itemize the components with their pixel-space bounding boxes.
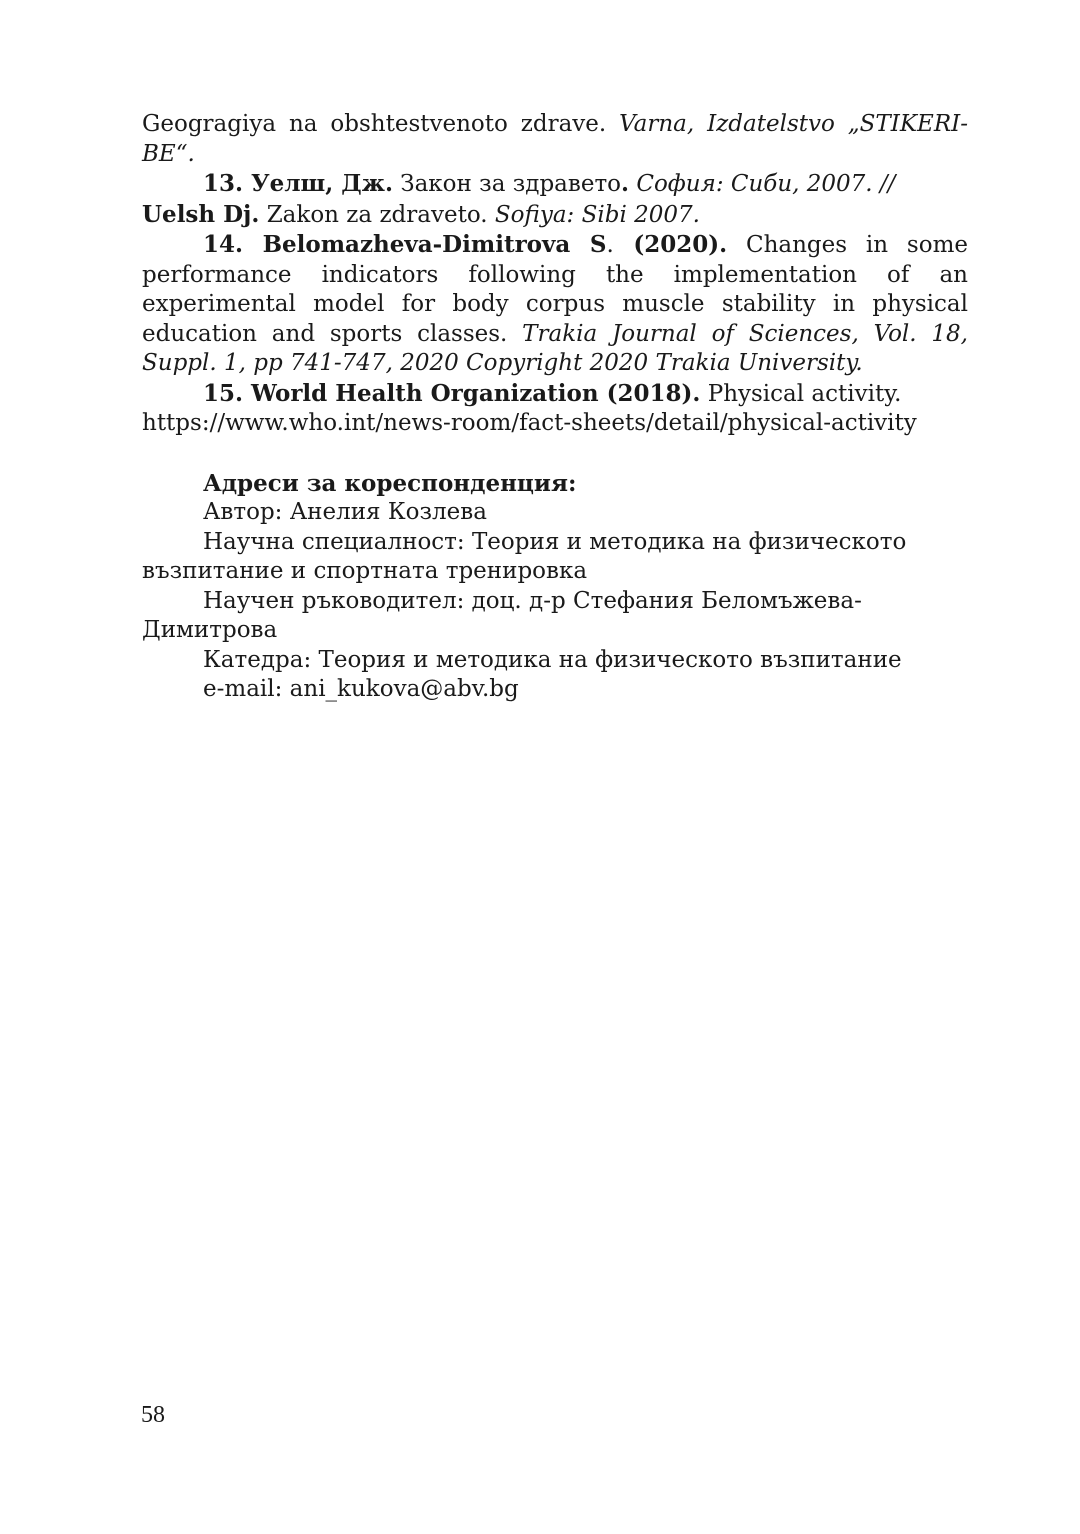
reference-year: (2020).: [613, 231, 728, 258]
reference-punctuation: .: [621, 170, 630, 197]
reference-translit-author: Uelsh Dj.: [142, 200, 260, 228]
page-number: 58: [141, 1402, 165, 1428]
reference-url[interactable]: https://www.who.int/news-room/fact-sheets/detail/physical-activity: [142, 410, 917, 436]
specialty-line: Научна специалност: Теория и методика на физическото възпитание и спортната тренировка: [142, 528, 907, 584]
reference-punctuation: .: [606, 232, 614, 258]
reference-12-continuation: [142, 110, 968, 169]
correspondence-heading: Адреси за кореспонденция:: [203, 469, 577, 497]
reference-author: 15. World Health Organization (2018).: [203, 379, 701, 407]
reference-15: [142, 379, 968, 439]
reference-translit-publisher: Sofiya: Sibi 2007.: [494, 201, 700, 228]
reference-translit-title: Zakon za zdraveto.: [259, 201, 495, 228]
supervisor-line: Научен ръководител: доц. д-р Стефания Беломъжева-Димитрова: [142, 587, 862, 643]
reference-publisher: Varna, Izdatelstvo „STIKERI-BE“.: [142, 111, 968, 167]
reference-publisher: София: Сиби, 2007. //: [629, 171, 896, 197]
department-line: Катедра: Теория и методика на физическото възпитание: [203, 646, 902, 673]
correspondence-section: [142, 469, 968, 705]
reference-author: 14. Belomazheva-Dimitrova S: [203, 231, 607, 258]
reference-journal: Trakia Journal of Sciences, Vol. 18, Suppl. 1, pp 741-747, 2020 Copyright 2020 Trakia University.: [142, 320, 968, 376]
reference-14: [142, 230, 968, 379]
author-line: Автор: Анелия Козлева: [203, 499, 487, 525]
reference-title: Physical activity.: [700, 380, 902, 407]
reference-title: Changes in some performance indicators following the implementation of an experimental model for body corpus muscle stability in physical education and sports classes.: [142, 232, 969, 347]
reference-text: Geogragiya na obshtestvenoto zdrave.: [142, 111, 620, 137]
email-line[interactable]: e-mail: ani_kukova@abv.bg: [203, 676, 519, 702]
reference-author: 13. Уелш, Дж.: [203, 170, 393, 197]
reference-13: [142, 169, 968, 230]
page-body: [142, 110, 968, 705]
reference-title: Закон за здравето: [392, 171, 622, 197]
